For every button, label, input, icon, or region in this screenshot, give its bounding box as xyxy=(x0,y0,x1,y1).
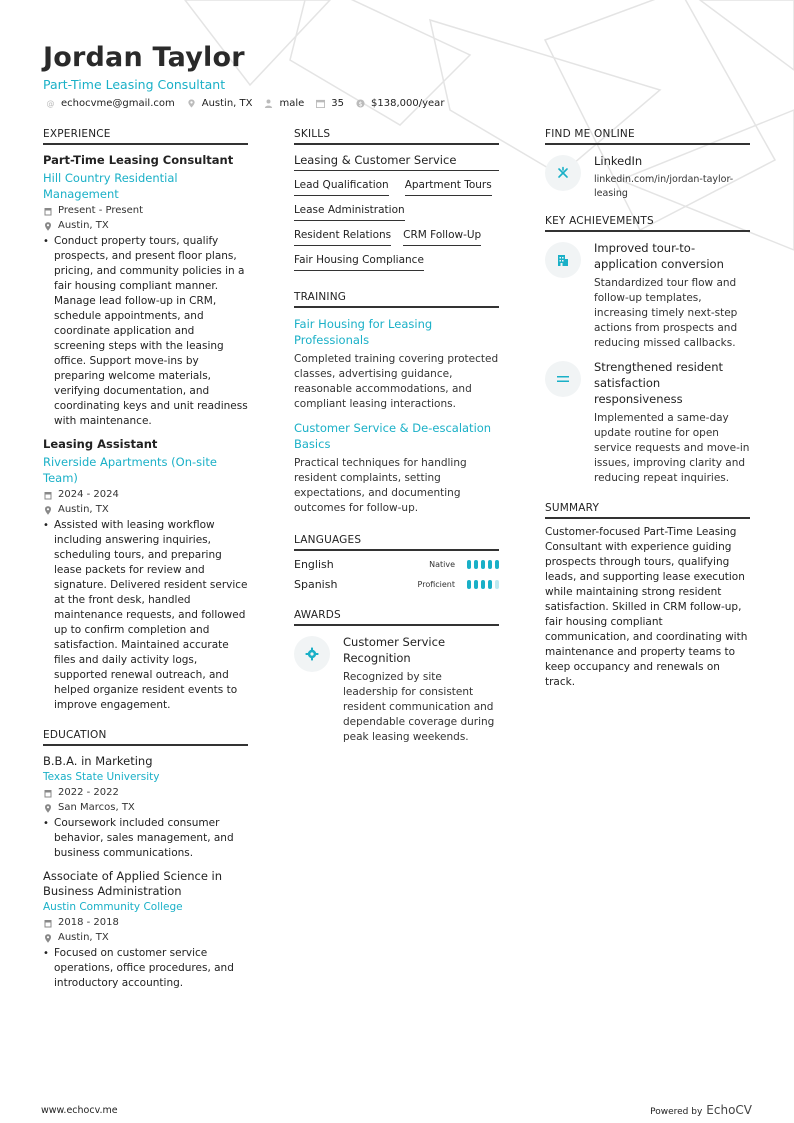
job-dates xyxy=(43,205,248,217)
education-school: Austin Community College xyxy=(43,901,183,913)
contact-location-text: Austin, TX xyxy=(201,98,253,109)
language-bar xyxy=(467,580,471,589)
online-heading: FIND ME ONLINE xyxy=(545,128,750,145)
language-proficiency xyxy=(429,560,499,569)
skill-group-title: Leasing & Customer Service xyxy=(294,153,499,171)
achievement-item xyxy=(545,240,750,351)
location-pin-icon xyxy=(44,934,52,943)
skill-tag: Apartment Tours xyxy=(405,173,492,196)
skill-tag: Resident Relations xyxy=(294,223,391,246)
online-url[interactable]: linkedin.com/in/jordan-taylor-leasing xyxy=(594,174,734,199)
education-bullet-text: Coursework included consumer behavior, sales management, and business communications. xyxy=(54,817,234,859)
education-bullet xyxy=(43,946,248,991)
language-proficiency xyxy=(418,580,499,589)
language-bar xyxy=(467,560,471,569)
skills-section xyxy=(294,128,499,271)
bullet-dot: • xyxy=(43,236,49,247)
education-dates xyxy=(43,787,248,799)
language-bar xyxy=(481,560,485,569)
summary-section xyxy=(545,502,750,690)
education-dates xyxy=(43,917,248,929)
job-bullet xyxy=(43,518,248,713)
calendar-icon xyxy=(316,99,325,108)
education-location-text: Austin, TX xyxy=(58,932,109,943)
award-description: Recognized by site leadership for consistent resident communication and dependable coverage during peak leasing weekends. xyxy=(343,671,495,743)
education-heading: EDUCATION xyxy=(43,729,248,746)
achievement-description: Implemented a same-day update routine for open service requests and move-in issues, improving clarity and reducing repeat inquiries. xyxy=(594,412,750,484)
skill-tags xyxy=(294,171,499,271)
experience-section xyxy=(43,128,248,713)
contact-salary-text: $138,000/year xyxy=(371,98,445,109)
linkedin-icon xyxy=(545,155,581,191)
job-entry xyxy=(43,153,248,429)
language-bar xyxy=(481,580,485,589)
language-row xyxy=(294,578,499,591)
award-body xyxy=(343,634,499,745)
location-pin-icon xyxy=(44,506,52,515)
contact-age xyxy=(316,98,344,109)
skill-tag: Lead Qualification xyxy=(294,173,389,196)
language-bars xyxy=(464,580,499,589)
job-role: Leasing Assistant xyxy=(43,437,158,451)
skill-tag: Fair Housing Compliance xyxy=(294,248,424,271)
calendar-icon xyxy=(44,919,52,928)
training-section xyxy=(294,291,499,516)
achievement-body xyxy=(594,359,750,486)
education-location xyxy=(43,932,248,944)
achievements-section xyxy=(545,215,750,486)
achievement-title: Improved tour-to-application conversion xyxy=(594,241,724,271)
bullet-dot: • xyxy=(43,948,49,959)
achievement-description: Standardized tour flow and follow-up templates, increasing timely next-step actions from prospects and reducing missed callbacks. xyxy=(594,277,738,349)
job-bullet xyxy=(43,234,248,429)
job-company: Hill Country Residential Management xyxy=(43,171,178,201)
language-name: Spanish xyxy=(294,578,338,591)
job-dates-text: 2024 - 2024 xyxy=(58,489,119,500)
award-title: Customer Service Recognition xyxy=(343,635,446,665)
middle-column xyxy=(294,128,499,755)
education-location xyxy=(43,802,248,814)
achievement-body xyxy=(594,240,750,351)
contact-gender xyxy=(264,98,304,109)
training-description: Practical techniques for handling resident complaints, setting expectations, and documenting outcomes for follow-up. xyxy=(294,457,467,514)
svg-text:$: $ xyxy=(358,100,363,108)
bullet-dot: • xyxy=(43,520,49,531)
job-dates xyxy=(43,489,248,501)
contact-location xyxy=(187,98,253,109)
training-heading: TRAINING xyxy=(294,291,499,308)
job-location xyxy=(43,504,248,516)
job-role: Part-Time Leasing Consultant xyxy=(43,153,234,167)
footer-website[interactable]: www.echocv.me xyxy=(41,1105,118,1116)
language-row xyxy=(294,558,499,571)
contact-age-text: 35 xyxy=(331,98,345,109)
online-body xyxy=(594,153,750,201)
calendar-icon xyxy=(44,207,52,216)
equals-icon xyxy=(545,361,581,397)
job-location-text: Austin, TX xyxy=(58,504,109,515)
achievement-title: Strengthened resident satisfaction responsiveness xyxy=(594,360,724,406)
candidate-name: Jordan Taylor xyxy=(43,42,245,73)
experience-heading: EXPERIENCE xyxy=(43,128,248,145)
contact-salary xyxy=(356,98,444,109)
language-bar xyxy=(474,580,478,589)
bullet-dot: • xyxy=(43,818,49,829)
language-bars xyxy=(464,560,499,569)
online-section xyxy=(545,128,750,201)
online-item[interactable] xyxy=(545,153,750,201)
job-dates-text: Present - Present xyxy=(58,205,144,216)
location-pin-icon xyxy=(44,222,52,231)
languages-heading: LANGUAGES xyxy=(294,534,499,551)
summary-heading: SUMMARY xyxy=(545,502,750,519)
language-bar xyxy=(474,560,478,569)
money-icon xyxy=(356,99,365,108)
job-location xyxy=(43,220,248,232)
awards-section xyxy=(294,609,499,745)
language-bar xyxy=(488,560,492,569)
location-pin-icon xyxy=(187,99,196,108)
education-location-text: San Marcos, TX xyxy=(58,802,135,813)
award-item xyxy=(294,634,499,745)
education-degree: B.B.A. in Marketing xyxy=(43,754,153,768)
contact-gender-text: male xyxy=(279,98,305,109)
at-icon: @ xyxy=(46,99,55,108)
candidate-title: Part-Time Leasing Consultant xyxy=(43,77,226,92)
contact-email-text: echocvme@gmail.com xyxy=(61,98,175,109)
training-title: Customer Service & De-escalation Basics xyxy=(294,421,492,451)
languages-section xyxy=(294,534,499,591)
language-bar xyxy=(488,580,492,589)
achievements-heading: KEY ACHIEVEMENTS xyxy=(545,215,750,232)
contact-bar xyxy=(46,98,456,109)
contact-email[interactable] xyxy=(46,98,175,109)
left-column xyxy=(43,128,248,1001)
right-column xyxy=(545,128,750,700)
footer-powered: Powered by xyxy=(650,1107,703,1117)
skills-heading: SKILLS xyxy=(294,128,499,145)
job-entry xyxy=(43,437,248,713)
job-location-text: Austin, TX xyxy=(58,220,109,231)
job-bullet-text: Conduct property tours, qualify prospects, and present floor plans, pricing, and community policies in a fair housing compliant manner. Manage lead follow-up in CRM, schedule appointments, and coordinate application and screening steps with the leasing office. Support move-ins by preparing welcome materials, verifying documentation, and coordinating keys and unit readiness with maintenance. xyxy=(54,235,248,427)
education-entry xyxy=(43,754,248,861)
gear-icon xyxy=(294,636,330,672)
education-entry xyxy=(43,869,248,991)
education-dates-text: 2022 - 2022 xyxy=(58,787,119,798)
education-degree: Associate of Applied Science in Business Administration xyxy=(43,869,223,898)
footer-branding xyxy=(650,1103,752,1117)
skill-tag: Lease Administration xyxy=(294,198,405,221)
summary-text: Customer-focused Part-Time Leasing Consultant with experience guiding prospects through tours, qualifying leads, and supporting lease execution while maintaining strong resident satisfaction. Skilled in CRM follow-up, fair housing compliant communication, and coordinating with maintenance and property teams to keep occupancy and renewals on track. xyxy=(545,526,748,688)
location-pin-icon xyxy=(44,804,52,813)
awards-heading: AWARDS xyxy=(294,609,499,626)
language-level: Proficient xyxy=(417,580,455,589)
training-description: Completed training covering protected classes, advertising guidance, reasonable accommodations, and compliant leasing interactions. xyxy=(294,353,499,410)
job-bullet-text: Assisted with leasing workflow including answering inquiries, scheduling tours, and preparing lease packets for review and signature. Delivered resident service at the front desk, handled maintenance requests, and followed up to confirm completion and satisfaction. Maintained accurate files and daily activity logs, supported renewal outreach, and helped organize resident events to improve engagement. xyxy=(54,519,248,711)
education-section xyxy=(43,729,248,991)
language-bar xyxy=(495,580,499,589)
language-name: English xyxy=(294,558,334,571)
calendar-icon xyxy=(44,789,52,798)
education-bullet-text: Focused on customer service operations, office procedures, and introductory accounting. xyxy=(54,947,234,989)
language-level: Native xyxy=(429,560,455,569)
footer-brand[interactable]: EchoCV xyxy=(706,1103,752,1117)
online-label: LinkedIn xyxy=(594,154,643,168)
skill-tag: CRM Follow-Up xyxy=(403,223,481,246)
education-dates-text: 2018 - 2018 xyxy=(58,917,119,928)
training-title: Fair Housing for Leasing Professionals xyxy=(294,317,433,347)
achievement-item xyxy=(545,359,750,486)
job-company: Riverside Apartments (On-site Team) xyxy=(43,455,217,485)
building-icon xyxy=(545,242,581,278)
language-bar xyxy=(495,560,499,569)
education-bullet xyxy=(43,816,248,861)
person-icon xyxy=(264,99,273,108)
education-school: Texas State University xyxy=(43,771,160,783)
calendar-icon xyxy=(44,491,52,500)
